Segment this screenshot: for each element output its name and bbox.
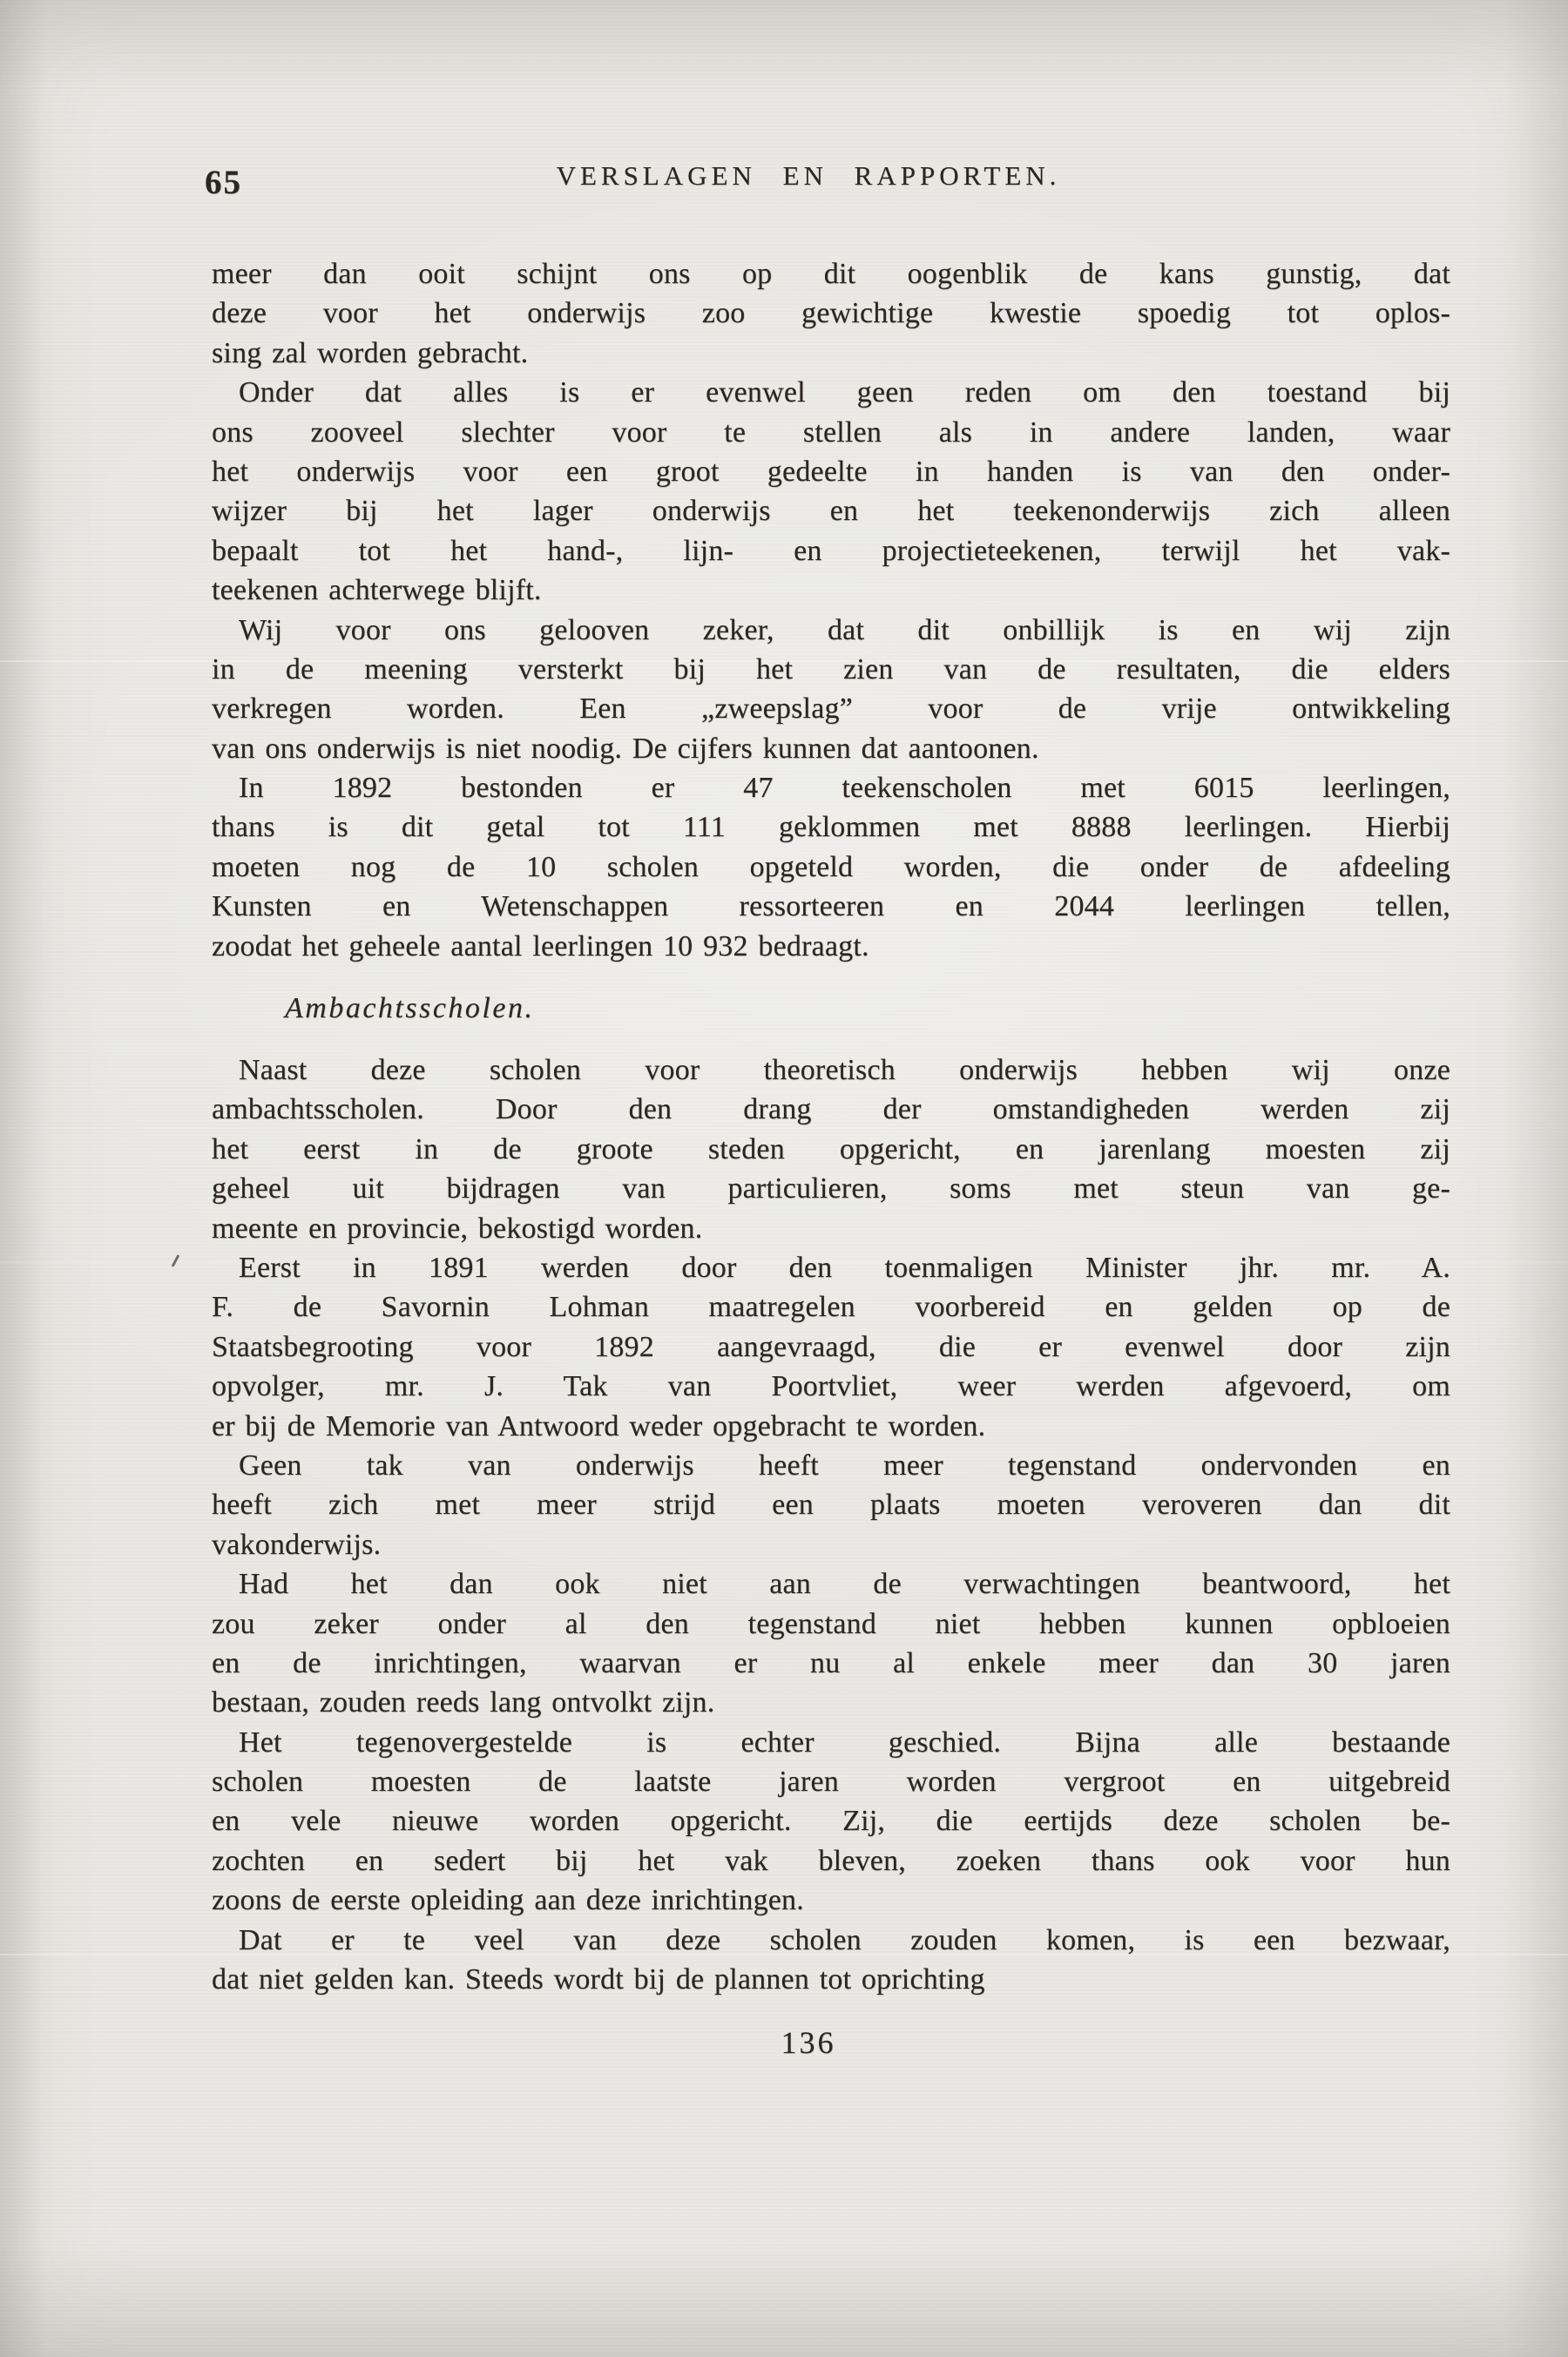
text-line: ambachtsscholen. Door den drang der omstandigheden werden zij — [212, 1093, 1450, 1126]
text-line: zoodat het geheele aantal leerlingen 10 932 bedraagt. — [212, 929, 869, 962]
text-line: F. de Savornin Lohman maatregelen voorbereid en gelden op de — [212, 1291, 1450, 1324]
text-line: scholen moesten de laatste jaren worden vergroot en uitgebreid — [212, 1766, 1450, 1799]
text-line: bestaan, zouden reeds lang ontvolkt zijn. — [212, 1686, 715, 1719]
text-line: verkregen worden. Een „zweepslag” voor de vrije ontwikkeling — [212, 692, 1450, 726]
text-line: teekenen achterwege blijft. — [212, 574, 542, 607]
text-line: zoons de eerste opleiding aan deze inrichtingen. — [212, 1884, 804, 1917]
text-line: thans is dit getal tot 111 geklommen met 8888 leerlingen. Hierbij — [212, 811, 1450, 844]
text-line: Had het dan ook niet aan de verwachtingen beantwoord, het — [239, 1568, 1450, 1601]
text-line: dat niet gelden kan. Steeds wordt bij de plannen tot oprichting — [212, 1963, 985, 1996]
paragraph — [212, 254, 1450, 373]
paragraph — [212, 611, 1450, 769]
text-line: bepaalt tot het hand-, lijn- en projectieteekenen, terwijl het vak- — [212, 534, 1450, 567]
text-line: deze voor het onderwijs zoo gewichtige kwestie spoedig tot oplos- — [212, 297, 1450, 330]
page-header — [205, 160, 1450, 213]
text-line: Het tegenovergestelde is echter geschied. Bijna alle bestaande — [239, 1726, 1450, 1759]
paragraph — [212, 1248, 1450, 1446]
paragraph — [212, 1921, 1450, 2000]
text-line: zochten en sedert bij het vak bleven, zoeken thans ook voor hun — [212, 1844, 1450, 1877]
margin-ink-speck — [172, 1254, 180, 1267]
paragraph — [212, 1050, 1450, 1248]
body-text-block — [212, 254, 1450, 1999]
text-line: Onder dat alles is er evenwel geen reden om den toestand bij — [239, 376, 1450, 409]
text-line: zou zeker onder al den tegenstand niet hebben kunnen opbloeien — [212, 1607, 1450, 1640]
running-header-title: VERSLAGEN EN RAPPORTEN. — [556, 160, 1061, 191]
paragraph — [212, 1723, 1450, 1921]
footer-page-number: 136 — [781, 2025, 836, 2060]
text-line: Eerst in 1891 werden door den toenmaligen Minister jhr. mr. A. — [239, 1251, 1450, 1284]
text-line: meer dan ooit schijnt ons op dit oogenblik de kans gunstig, dat — [212, 258, 1450, 290]
text-line: in de meening versterkt bij het zien van de resultaten, die elders — [212, 652, 1450, 685]
text-line: sing zal worden gebracht. — [212, 336, 529, 369]
page-footer — [189, 2024, 1428, 2061]
text-line: In 1892 bestonden er 47 teekenscholen met 6015 leerlingen, — [239, 772, 1450, 805]
text-line: geheel uit bijdragen van particulieren, soms met steun van ge- — [212, 1172, 1450, 1206]
text-line: het eerst in de groote steden opgericht, en jarenlang moesten zij — [212, 1132, 1450, 1165]
text-line: er bij de Memorie van Antwoord weder opgebracht te worden. — [212, 1409, 986, 1442]
text-line: heeft zich met meer strijd een plaats moeten veroveren dan dit — [212, 1489, 1450, 1522]
text-line: moeten nog de 10 scholen opgeteld worden, die onder de afdeeling — [212, 850, 1450, 883]
text-line: Wij voor ons gelooven zeker, dat dit onbillijk is en wij zijn — [239, 613, 1450, 646]
text-line: meente en provincie, bekostigd worden. — [212, 1212, 703, 1245]
text-line: ons zooveel slechter voor te stellen als in andere landen, waar — [212, 415, 1450, 449]
text-line: opvolger, mr. J. Tak van Poortvliet, weer werden afgevoerd, om — [212, 1370, 1450, 1403]
paragraph — [212, 373, 1450, 610]
text-line: wijzer bij het lager onderwijs en het teekenonderwijs zich alleen — [212, 495, 1450, 528]
text-line: het onderwijs voor een groot gedeelte in handen is van den onder- — [212, 455, 1450, 488]
paragraph — [212, 1446, 1450, 1564]
paragraph — [212, 1564, 1450, 1723]
text-line: Naast deze scholen voor theoretisch onderwijs hebben wij onze — [239, 1054, 1450, 1087]
text-line: Staatsbegrooting voor 1892 aangevraagd, die er evenwel door zijn — [212, 1330, 1450, 1363]
text-line: van ons onderwijs is niet noodig. De cijfers kunnen dat aantoonen. — [212, 732, 1039, 765]
text-line: Geen tak van onderwijs heeft meer tegenstand ondervonden en — [239, 1449, 1450, 1482]
text-line: en vele nieuwe worden opgericht. Zij, die eertijds deze scholen be- — [212, 1805, 1450, 1838]
text-line: vakonderwijs. — [212, 1528, 382, 1561]
margin-page-number: 65 — [205, 164, 242, 201]
section-heading: Ambachtsscholen. — [285, 992, 535, 1025]
text-line: en de inrichtingen, waarvan er nu al enkele meer dan 30 jaren — [212, 1646, 1450, 1679]
text-line: Dat er te veel van deze scholen zouden komen, is een bezwaar, — [239, 1923, 1450, 1956]
text-line: Kunsten en Wetenschappen ressorteeren en 2044 leerlingen tellen, — [212, 890, 1450, 923]
paragraph — [212, 768, 1450, 966]
